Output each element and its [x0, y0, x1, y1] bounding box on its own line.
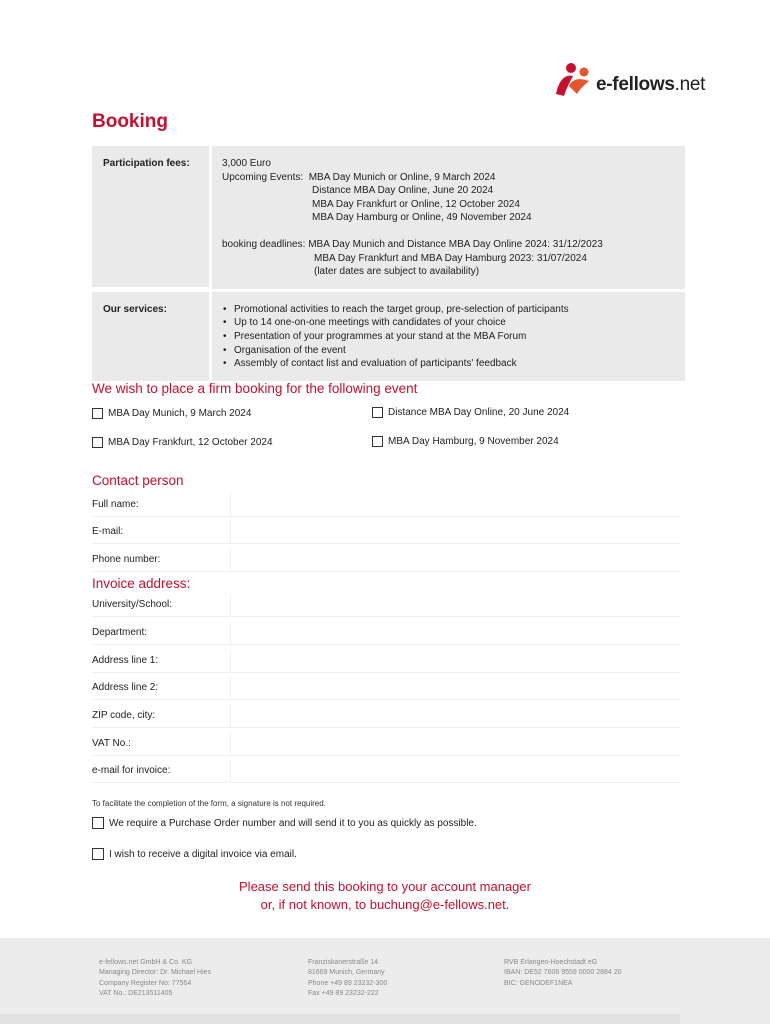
footer-line: Phone +49 89 23232-300: [308, 979, 388, 987]
service-item: • Organisation of the event: [234, 344, 677, 358]
service-item: • Assembly of contact list and evaluation of participants' feedback: [234, 357, 677, 371]
university-field[interactable]: [230, 594, 680, 616]
event-option-label: MBA Day Munich, 9 March 2024: [108, 408, 252, 419]
price: 3,000 Euro: [222, 158, 271, 169]
digital-invoice-checkbox[interactable]: [92, 848, 104, 860]
event-option-label: MBA Day Frankfurt, 12 October 2024: [108, 437, 273, 448]
footer-line: Franziskanerstraße 14: [308, 959, 379, 966]
department-label: Department:: [92, 627, 148, 638]
event-option-frankfurt[interactable]: [92, 437, 273, 448]
department-field[interactable]: [230, 622, 680, 644]
deadline-line: MBA Day Munich and Distance MBA Day Online 2024: 31/12/2023: [308, 238, 603, 250]
invoice-email-field[interactable]: [230, 760, 680, 782]
deadline-line: MBA Day Frankfurt and MBA Day Hamburg 2023: 31/07/2024: [314, 252, 587, 264]
footer-company: [99, 958, 211, 1000]
booking-heading: We wish to place a firm booking for the following event: [92, 381, 418, 396]
service-item: • Presentation of your programmes at your stand at the MBA Forum: [234, 330, 677, 344]
service-item: • Up to 14 one-on-one meetings with candidates of your choice: [234, 316, 677, 330]
address-line-1-field[interactable]: [230, 650, 680, 672]
full-name-label: Full name:: [92, 499, 139, 510]
footer-line: 81669 Munich, Germany: [308, 969, 385, 977]
footer-strip: [0, 1014, 680, 1024]
services-row: [92, 292, 685, 384]
address-line-2-label: Address line 2:: [92, 682, 159, 693]
signature-note: To facilitate the completion of the form, a signature is not required.: [92, 799, 326, 808]
deadlines-prefix: booking deadlines:: [222, 238, 306, 250]
closing-line-1: Please send this booking to your account manager: [239, 879, 531, 894]
event-option-label: Distance MBA Day Online, 20 June 2024: [388, 407, 570, 418]
email-field[interactable]: [230, 521, 680, 543]
logo-brand: e-fellows: [596, 74, 675, 95]
footer-line: e-fellows.net GmbH & Co. KG: [99, 959, 192, 966]
contact-heading: Contact person: [92, 473, 184, 488]
logo-tld: .net: [674, 74, 706, 95]
full-name-field[interactable]: [230, 494, 680, 516]
university-label: University/School:: [92, 599, 173, 610]
department-row: [92, 622, 680, 645]
footer-address: [308, 958, 387, 1000]
page-title: Booking: [92, 111, 168, 132]
events-prefix: Upcoming Events:: [222, 171, 304, 183]
footer-line: BIC: GENODEF1NEA: [504, 979, 573, 987]
digital-invoice-label: I wish to receive a digital invoice via email.: [109, 848, 297, 860]
event-option-munich[interactable]: [92, 408, 251, 419]
zip-city-row: [92, 705, 680, 728]
purchase-order-option[interactable]: [92, 817, 477, 829]
fees-label: Participation fees:: [92, 146, 212, 287]
footer-line: RVB Erlangen-Hoechstadt eG: [504, 959, 598, 966]
closing-message: [0, 878, 770, 914]
event-checkbox[interactable]: [372, 407, 383, 418]
e-fellows-logo: [553, 62, 733, 102]
address-line-1-label: Address line 1:: [92, 655, 159, 666]
service-item: • Promotional activities to reach the target group, pre-selection of participants: [234, 303, 677, 317]
event-option-hamburg[interactable]: [372, 436, 559, 447]
vat-label: VAT No.:: [92, 738, 131, 749]
footer-line: VAT No.: DE213511405: [99, 990, 173, 998]
event-checkbox[interactable]: [92, 437, 103, 448]
fees-value: [212, 146, 685, 289]
footer-bank: [504, 958, 622, 989]
closing-line-2: or, if not known, to buchung@e-fellows.net.: [260, 897, 510, 912]
purchase-order-checkbox[interactable]: [92, 817, 104, 829]
invoice-email-label: e-mail for invoice:: [92, 765, 171, 776]
services-list: [222, 303, 677, 371]
zip-city-field[interactable]: [230, 705, 680, 727]
event-option-label: MBA Day Hamburg, 9 November 2024: [388, 436, 559, 447]
address-line-1-row: [92, 650, 680, 673]
footer-line: Managing Director: Dr. Michael Hies: [99, 969, 212, 977]
footer: [0, 938, 770, 1024]
university-row: [92, 594, 680, 617]
digital-invoice-option[interactable]: [92, 848, 297, 860]
e-fellows-mark-icon: [553, 62, 595, 98]
purchase-order-label: We require a Purchase Order number and will send it to you as quickly as possible.: [109, 817, 477, 829]
email-label: E-mail:: [92, 526, 124, 537]
zip-city-label: ZIP code, city:: [92, 710, 156, 721]
phone-row: [92, 549, 680, 572]
event-line: Distance MBA Day Online, June 20 2024: [312, 185, 494, 197]
full-name-row: [92, 494, 680, 517]
deadline-line: (later dates are subject to availability): [314, 266, 480, 278]
footer-line: IBAN: DE52 7606 9559 0000 2884 20: [504, 969, 622, 977]
event-option-distance[interactable]: [372, 407, 569, 418]
services-label: Our services:: [92, 292, 212, 381]
services-value: [212, 292, 685, 381]
address-line-2-row: [92, 677, 680, 700]
footer-line: Fax +49 89 23232-222: [308, 990, 379, 998]
event-line: MBA Day Munich or Online, 9 March 2024: [308, 171, 496, 183]
event-checkbox[interactable]: [92, 408, 103, 419]
vat-field[interactable]: [230, 733, 680, 755]
vat-row: [92, 733, 680, 756]
fees-row: [92, 146, 685, 292]
event-line: MBA Day Hamburg or Online, 49 November 2024: [312, 212, 532, 224]
logo-wordmark: [596, 74, 705, 96]
event-checkbox[interactable]: [372, 436, 383, 447]
footer-line: Company Register No: 77564: [99, 979, 192, 987]
phone-label: Phone number:: [92, 554, 161, 565]
phone-field[interactable]: [230, 549, 680, 571]
email-row: [92, 521, 680, 544]
info-table: [92, 146, 685, 384]
event-line: MBA Day Frankfurt or Online, 12 October 2024: [312, 198, 520, 210]
address-line-2-field[interactable]: [230, 677, 680, 699]
invoice-heading: Invoice address:: [92, 576, 191, 591]
invoice-email-row: [92, 760, 680, 783]
